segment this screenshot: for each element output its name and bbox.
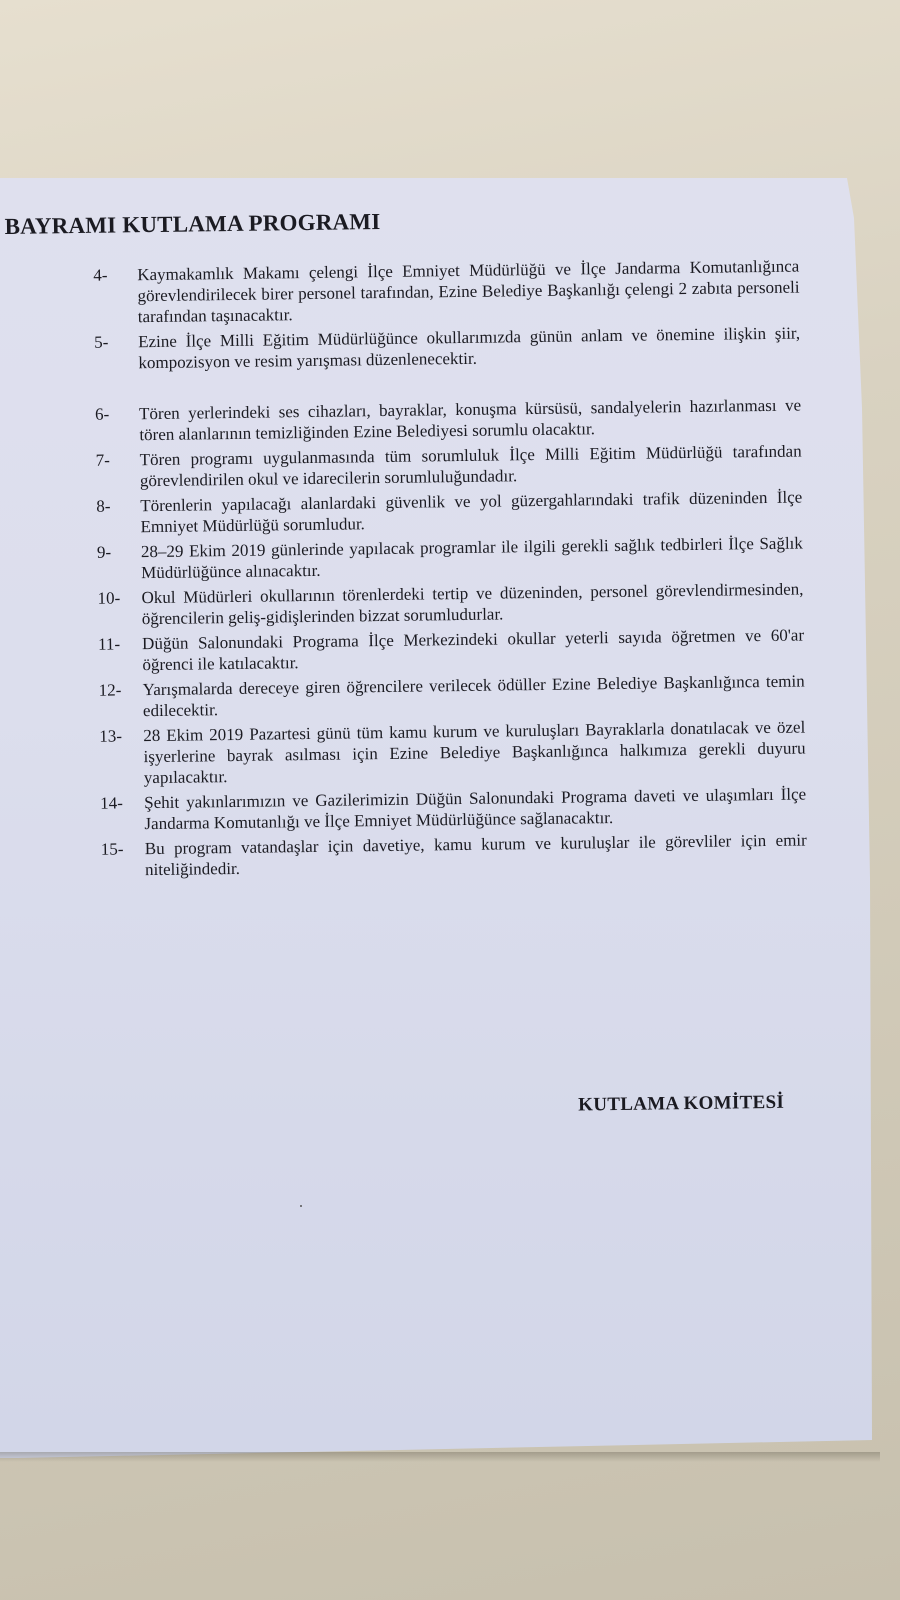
item-number: 14- [100, 793, 123, 813]
document-title: BAYRAMI KUTLAMA PROGRAMI [4, 209, 381, 239]
item-number: 10- [97, 588, 121, 608]
list-item [101, 829, 807, 880]
program-item-list [93, 256, 807, 885]
paper-speck [300, 1205, 302, 1207]
list-item [94, 323, 800, 374]
item-text: Okul Müdürleri okullarının törenlerdeki tertip ve düzeninden, personel görevlendirmesinden, öğrencilerin geliş-gidişlerinden bizzat sorumludurlar. [141, 579, 804, 629]
item-text: 28 Ekim 2019 Pazartesi günü tüm kamu kurum ve kuruluşları Bayraklarla donatılacak ve özel işyerlerine bayrak asılması için Ezine Belediye Başkanlığınca halkımıza gerekli duyuru yapılacaktır. [143, 717, 806, 788]
list-item [97, 579, 803, 630]
item-number: 11- [97, 634, 121, 654]
committee-signature: KUTLAMA KOMİTESİ [578, 1091, 785, 1116]
document-content [0, 167, 889, 1458]
item-text: Bu program vatandaşlar için davetiye, kamu kurum ve kuruluşlar ile görevliler için emir niteliğindedir. [144, 830, 807, 880]
item-text: Ezine İlçe Milli Eğitim Müdürlüğünce okullarımızda günün anlam ve önemine ilişkin şiir, kompozisyon ve resim yarışması düzenlenecektir. [138, 323, 801, 373]
list-item [93, 256, 800, 328]
item-text: 28–29 Ekim 2019 günlerinde yapılacak programlar ile ilgili gerekli sağlık tedbirleri İlçe Sağlık Müdürlüğünce alınacaktır. [140, 533, 803, 583]
list-item [97, 533, 803, 584]
list-item [96, 441, 802, 492]
list-item [98, 625, 804, 676]
item-text: Tören yerlerindeki ses cihazları, bayraklar, konuşma kürsüsü, sandalyelerin hazırlanması ve tören alanlarının temizliğinden Ezine Belediyesi sorumlu olacaktır. [138, 395, 802, 445]
list-item [99, 671, 805, 722]
item-text: Törenlerin yapılacağı alanlardaki güvenlik ve yol güzergahlarındaki trafik düzeninden İlçe Emniyet Müdürlüğü sorumludur. [140, 487, 803, 537]
item-number: 12- [98, 680, 122, 700]
item-text: Kaymakamlık Makamı çelengi İlçe Emniyet Müdürlüğü ve İlçe Jandarma Komutanlığınca görevlendirilecek birer personel tarafından, Ezine Belediye Başkanlığı çelengi 2 zabıta personeli tarafından taşınacaktır. [137, 256, 800, 327]
item-number: 5- [94, 332, 109, 352]
item-text: Şehit yakınlarımızın ve Gazilerimizin Düğün Salonundaki Programa daveti ve ulaşımları İlçe Jandarma Komutanlığı ve İlçe Emniyet Müdürlüğünce sağlanacaktır. [144, 784, 807, 834]
list-item [99, 717, 806, 789]
item-number: 4- [93, 265, 108, 285]
item-text: Düğün Salonundaki Programa İlçe Merkezindeki okullar yeterli sayıda öğretmen ve 60'ar öğrenci ile katılacaktır. [141, 625, 805, 675]
list-item [100, 784, 806, 835]
item-number: 7- [95, 450, 110, 470]
item-number: 13- [99, 726, 123, 746]
item-text: Yarışmalarda dereceye giren öğrencilere verilecek ödüller Ezine Belediye Başkanlığınca temin edilecektir. [142, 671, 805, 721]
item-text: Tören programı uygulanmasında tüm sorumluluk İlçe Milli Eğitim Müdürlüğü tarafından görevlendirilen okul ve idarecilerin sorumluluğundadır. [139, 441, 802, 491]
item-number: 6- [94, 404, 110, 424]
item-number: 8- [96, 496, 111, 516]
list-item [96, 487, 802, 538]
item-number: 15- [100, 839, 124, 859]
list-item [95, 395, 801, 446]
item-number: 9- [96, 542, 112, 562]
